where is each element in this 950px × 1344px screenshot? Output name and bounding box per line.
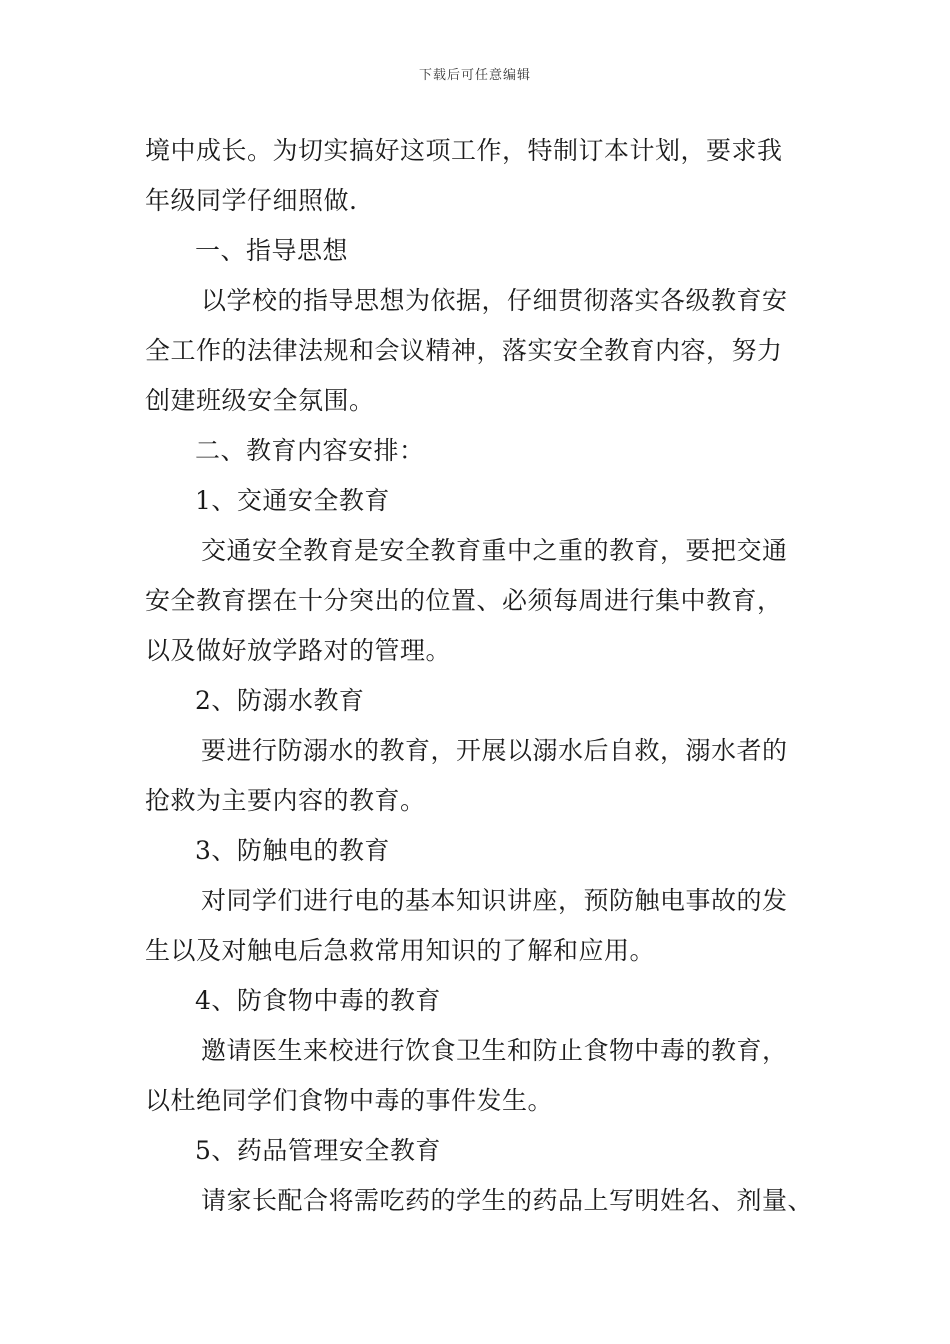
paragraph-line: 生以及对触电后急救常用知识的了解和应用。 <box>145 936 656 965</box>
paragraph-line: 创建班级安全氛围。 <box>145 386 375 415</box>
section-heading: 二、教育内容安排： <box>195 436 425 465</box>
document-body <box>145 126 835 1226</box>
section-heading: 一、指导思想 <box>195 236 349 265</box>
paragraph-line: 年级同学仔细照做. <box>145 186 358 215</box>
paragraph-line: 抢救为主要内容的教育。 <box>145 786 426 815</box>
subsection-heading: 1、交通安全教育 <box>195 486 390 515</box>
page-header-note: 下载后可任意编辑 <box>418 68 531 83</box>
paragraph-line: 以杜绝同学们食物中毒的事件发生。 <box>145 1086 554 1115</box>
paragraph-line: 对同学们进行电的基本知识讲座，预防触电事故的发 <box>201 886 788 915</box>
subsection-heading: 5、药品管理安全教育 <box>195 1136 441 1165</box>
paragraph-line: 境中成长。为切实搞好这项工作，特制订本计划，要求我 <box>145 136 783 165</box>
paragraph-line: 以学校的指导思想为依据，仔细贯彻落实各级教育安 <box>201 286 788 315</box>
subsection-heading: 3、防触电的教育 <box>195 836 390 865</box>
subsection-heading: 4、防食物中毒的教育 <box>195 986 441 1015</box>
paragraph-line: 安全教育摆在十分突出的位置、必须每周进行集中教育， <box>145 586 783 615</box>
paragraph-line: 全工作的法律法规和会议精神，落实安全教育内容，努力 <box>145 336 783 365</box>
subsection-heading: 2、防溺水教育 <box>195 686 365 715</box>
paragraph-line: 邀请医生来校进行饮食卫生和防止食物中毒的教育， <box>201 1036 788 1065</box>
paragraph-line: 请家长配合将需吃药的学生的药品上写明姓名、剂量、 <box>201 1186 814 1215</box>
paragraph-line: 以及做好放学路对的管理。 <box>145 636 452 665</box>
paragraph-line: 交通安全教育是安全教育重中之重的教育，要把交通 <box>201 536 788 565</box>
paragraph-line: 要进行防溺水的教育，开展以溺水后自救，溺水者的 <box>201 736 788 765</box>
